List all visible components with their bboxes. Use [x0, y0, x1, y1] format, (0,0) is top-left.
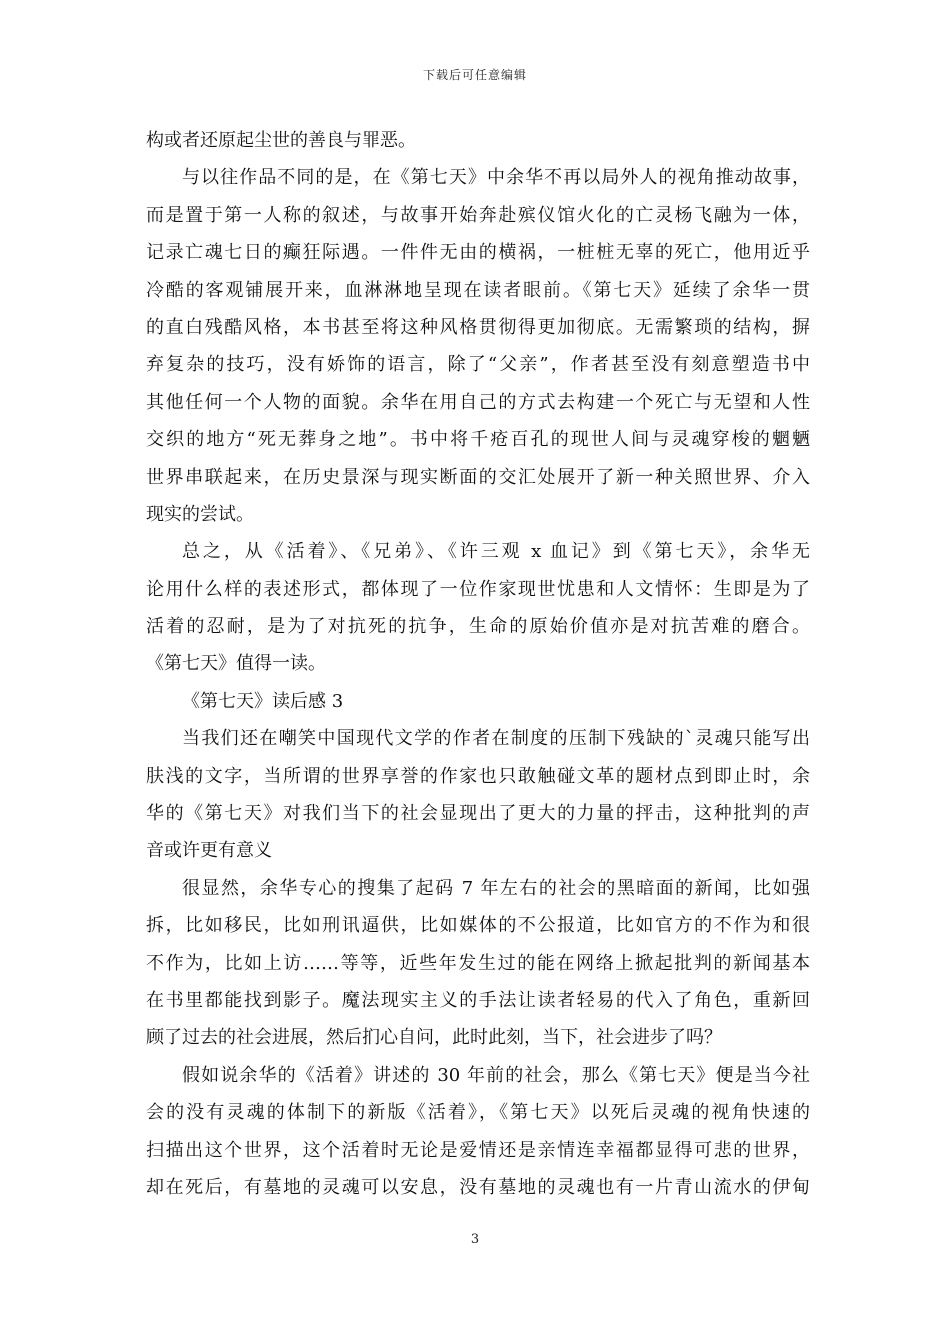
text-line: 交织的地方“死无葬身之地”。书中将千疮百孔的现世人间与灵魂穿梭的魍魉 — [146, 429, 810, 451]
text-line: 华的《第七天》对我们当下的社会显现出了更大的力量的抨击，这种批判的声 — [146, 803, 810, 825]
text-line: 世界串联起来，在历史景深与现实断面的交汇处展开了新一种关照世界、介入 — [146, 466, 810, 488]
text-line: 不作为，比如上访……等等，近些年发生过的能在网络上掀起批判的新闻基本 — [146, 952, 810, 974]
text-line: 假如说余华的《活着》讲述的 30 年前的社会，那么《第七天》便是当今社 — [182, 1064, 810, 1086]
text-line: 当我们还在嘲笑中国现代文学的作者在制度的压制下残缺的`灵魂只能写出 — [182, 728, 810, 750]
text-line: 在书里都能找到影子。魔法现实主义的手法让读者轻易的代入了角色，重新回 — [146, 989, 810, 1011]
text-line: 的直白残酷风格，本书甚至将这种风格贯彻得更加彻底。无需繁琐的结构，摒 — [146, 316, 810, 338]
text-line: 却在死后，有墓地的灵魂可以安息，没有墓地的灵魂也有一片青山流水的伊甸 — [146, 1176, 810, 1198]
text-line: 冷酷的客观铺展开来，血淋淋地呈现在读者眼前。《第七天》延续了余华一贯 — [146, 279, 810, 301]
document-body — [146, 122, 810, 1206]
text-line: 弃复杂的技巧，没有娇饰的语言，除了“父亲”，作者甚至没有刻意塑造书中 — [146, 354, 810, 376]
text-line: 其他任何一个人物的面貌。余华在用自己的方式去构建一个死亡与无望和人性 — [146, 391, 810, 413]
text-line: 扫描出这个世界，这个活着时无论是爱情还是亲情连幸福都显得可悲的世界， — [146, 1139, 810, 1161]
text-line: 总之，从《活着》、《兄弟》、《许三观 x 血记》到《第七天》，余华无 — [182, 541, 810, 563]
text-line: 《第七天》读后感 3 — [182, 690, 344, 712]
text-line: 顾了过去的社会进展，然后扪心自问，此时此刻，当下，社会进步了吗？ — [146, 1027, 722, 1049]
text-line: 会的没有灵魂的体制下的新版《活着》，《第七天》以死后灵魂的视角快速的 — [146, 1102, 810, 1124]
page-header: 下载后可任意编辑 — [422, 68, 527, 82]
text-line: 《第七天》值得一读。 — [146, 653, 326, 675]
text-line: 肤浅的文字，当所谓的世界享誉的作家也只敢触碰文革的题材点到即止时，余 — [146, 765, 810, 787]
page-number: 3 — [470, 1232, 480, 1247]
text-line: 与以往作品不同的是，在《第七天》中余华不再以局外人的视角推动故事， — [182, 167, 810, 189]
text-line: 现实的尝试。 — [146, 503, 254, 525]
text-line: 活着的忍耐，是为了对抗死的抗争，生命的原始价值亦是对抗苦难的磨合。 — [146, 616, 810, 638]
text-line: 记录亡魂七日的癫狂际遇。一件件无由的横祸，一桩桩无辜的死亡，他用近乎 — [146, 242, 810, 264]
text-line: 很显然，余华专心的搜集了起码 7 年左右的社会的黑暗面的新闻，比如强 — [182, 877, 810, 899]
text-line: 而是置于第一人称的叙述，与故事开始奔赴殡仪馆火化的亡灵杨飞融为一体， — [146, 204, 810, 226]
text-line: 拆，比如移民，比如刑讯逼供，比如媒体的不公报道，比如官方的不作为和很 — [146, 915, 810, 937]
text-line: 音或许更有意义 — [146, 840, 272, 862]
text-line: 论用什么样的表述形式，都体现了一位作家现世忧患和人文情怀：生即是为了 — [146, 578, 810, 600]
text-line: 构或者还原起尘世的善良与罪恶。 — [146, 130, 416, 151]
